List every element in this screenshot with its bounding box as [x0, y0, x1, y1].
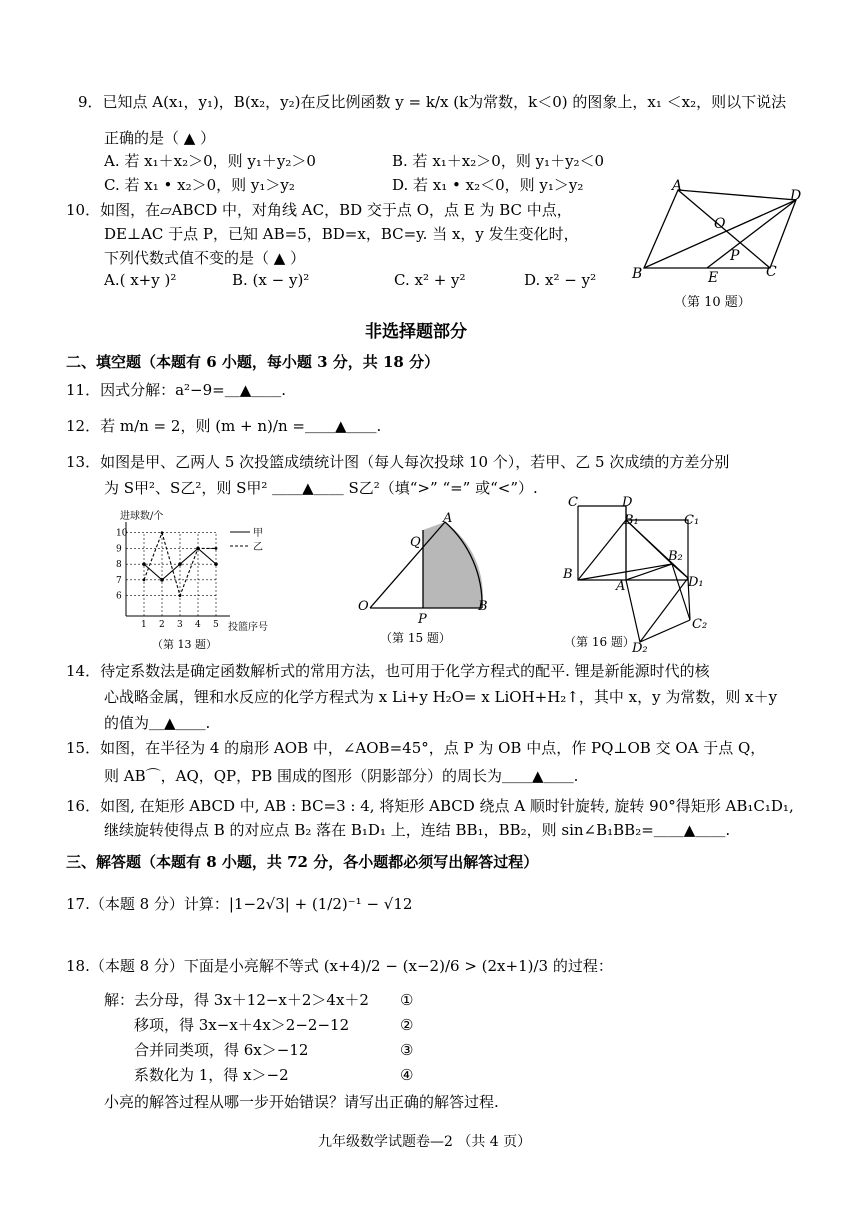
q14-line1: 14．待定系数法是确定函数解析式的常用方法，也可用于化学方程式的配平. 锂是新能源时代的核 [66, 662, 710, 680]
section3-heading: 三、解答题（本题有 8 小题，共 72 分，各小题都必须写出解答过程） [66, 853, 539, 871]
s-point-b-label: B [478, 599, 488, 614]
y-tick-label-7: 7 [116, 575, 122, 586]
point-e-label: E [708, 270, 719, 286]
point-a-label: A [672, 178, 683, 194]
q10-option-d: D. x² − y² [524, 271, 597, 289]
x-tick-label-1: 1 [141, 620, 147, 630]
q10-line1: 10．如图，在▱ABCD 中，对角线 AC，BD 交于点 O，点 E 为 BC 中点， [66, 201, 572, 219]
q16-line2: 继续旋转使得点 B 的对应点 B₂ 落在 B₁D₁ 上，连结 BB₁，BB₂，则 sin∠B₁BB₂=＿＿▲＿＿. [104, 821, 731, 839]
figure13-caption: （第 13 题） [152, 638, 217, 651]
s-point-a-label: A [443, 511, 453, 526]
parallelogram-figure [628, 178, 808, 313]
q10-option-b: B. (x − y)² [232, 271, 310, 289]
chart-y-label: 进球数/个 [120, 511, 164, 522]
point-p-label: P [730, 248, 740, 264]
r-point-b1-label: B₁ [624, 513, 639, 528]
q18-step1-number: ① [400, 991, 414, 1009]
point-d-label: D [790, 188, 802, 204]
chart-legend [230, 527, 263, 553]
r-point-d-label: D [622, 495, 633, 510]
data-point-jia-1 [142, 562, 146, 566]
y-tick-label-6: 6 [116, 591, 122, 602]
q9-option-a: A. 若 x₁＋x₂＞0，则 y₁＋y₂＞0 [104, 152, 316, 170]
q10-option-c: C. x² + y² [394, 271, 466, 289]
data-point-yi-2 [161, 531, 164, 534]
point-b-label: B [632, 266, 643, 282]
section2-heading: 二、填空题（本题有 6 小题，每小题 3 分，共 18 分） [66, 353, 440, 371]
r-point-c2-label: C₂ [692, 617, 708, 632]
figure15-caption: （第 15 题） [380, 631, 451, 645]
r-point-b2-label: B₂ [668, 549, 683, 564]
q9-line2: 正确的是（ ▲ ） [104, 129, 216, 147]
q9-option-c: C. 若 x₁ • x₂＞0，则 y₁＞y₂ [104, 176, 295, 194]
data-point-jia-3 [178, 562, 182, 566]
data-point-jia-5 [214, 562, 218, 566]
r-point-c-label: C [568, 495, 578, 510]
r-point-a-label: A [616, 579, 626, 594]
q13-line2: 为 S甲²、S乙²，则 S甲² ＿＿▲＿＿ S乙²（填“>” “=” 或“<”）. [104, 479, 538, 497]
data-point-yi-4 [197, 547, 200, 550]
x-tick-label-5: 5 [213, 620, 219, 630]
r-point-d1-label: D₁ [688, 575, 704, 590]
q18-step2-number: ② [400, 1016, 414, 1034]
sector-figure [356, 508, 496, 648]
figure10-caption: （第 10 题） [674, 295, 751, 310]
s-point-p-label: P [418, 612, 427, 627]
legend-yi: 乙 [253, 542, 263, 553]
r-point-d2-label: D₂ [632, 641, 648, 656]
data-point-yi-3 [179, 594, 182, 597]
q18-step3: 合并同类项，得 6x＞−12 [134, 1041, 309, 1059]
q13-line1: 13．如图是甲、乙两人 5 次投篮成绩统计图（每人每次投球 10 个），若甲、乙 5 次成绩的方差分别 [66, 453, 730, 471]
s-point-o-label: O [358, 599, 369, 614]
q18-step1: 解：去分母，得 3x＋12−x＋2＞4x＋2 [104, 991, 369, 1009]
shooting-chart [110, 506, 290, 656]
q15-line1: 15．如图，在半径为 4 的扇形 AOB 中，∠AOB=45°，点 P 为 OB 中点，作 PQ⊥OB 交 OA 于点 Q， [66, 739, 766, 757]
q9-option-b: B. 若 x₁＋x₂＞0，则 y₁＋y₂＜0 [392, 152, 605, 170]
chart-x-label: 投篮序号 [228, 622, 268, 633]
q10-option-a: A.( x+y )² [104, 271, 177, 289]
q9-option-d: D. 若 x₁ • x₂＜0，则 y₁＞y₂ [392, 176, 584, 194]
q18-line1: 18.（本题 8 分）下面是小亮解不等式 (x+4)/2 − (x−2)/6 > (2x+1)/3 的过程： [66, 957, 613, 975]
q10-line3: 下列代数式值不变的是（ ▲ ） [104, 249, 306, 267]
legend-jia: 甲 [253, 528, 263, 539]
y-tick-label-10: 10 [116, 528, 128, 539]
x-tick-label-2: 2 [159, 620, 165, 630]
q18-step3-number: ③ [400, 1041, 414, 1059]
figure16-caption: （第 16 题） [564, 635, 635, 649]
s-point-q-label: Q [410, 535, 421, 550]
q11: 11．因式分解：a²−9=＿▲＿＿. [66, 381, 287, 399]
page-footer: 九年级数学试题卷—2 （共 4 页） [318, 1134, 532, 1150]
data-point-yi-1 [143, 578, 146, 581]
shaded-region [423, 522, 483, 608]
q17: 17.（本题 8 分）计算：|1−2√3| + (1/2)⁻¹ − √12 [66, 895, 413, 913]
r-point-b-label: B [563, 567, 573, 582]
q10-line2: DE⊥AC 于点 P，已知 AB=5，BD=x，BC=y. 当 x，y 发生变化时， [104, 225, 579, 243]
x-tick-label-3: 3 [177, 620, 183, 630]
q18-step4: 系数化为 1，得 x＞−2 [134, 1066, 289, 1084]
data-point-jia-2 [160, 578, 164, 582]
q9-line1: 9．已知点 A(x₁，y₁)，B(x₂，y₂)在反比例函数 y = k/x (k为常数，k＜0) 的图象上，x₁ ＜x₂，则以下说法 [78, 93, 787, 111]
rectangle-rotation-figure [560, 494, 730, 656]
q12: 12．若 m/n = 2，则 (m + n)/n =＿＿▲＿＿. [66, 417, 382, 435]
q18-question: 小亮的解答过程从哪一步开始错误？请写出正确的解答过程. [104, 1093, 499, 1111]
q15-line2: 则 AB⌒，AQ，QP，PB 围成的图形（阴影部分）的周长为＿＿▲＿＿. [104, 767, 579, 785]
q14-line2: 心战略金属，锂和水反应的化学方程式为 x Li+y H₂O= x LiOH+H₂↑，其中 x，y 为常数，则 x＋y [104, 688, 778, 706]
section-nonchoice-title: 非选择题部分 [365, 322, 467, 342]
point-o-label: O [714, 216, 726, 232]
point-c-label: C [766, 264, 777, 280]
x-tick-label-4: 4 [195, 620, 201, 630]
data-point-yi-5 [215, 547, 218, 550]
q18-step2: 移项，得 3x−x＋4x＞2−2−12 [134, 1016, 350, 1034]
y-tick-label-9: 9 [116, 544, 122, 555]
q18-step4-number: ④ [400, 1066, 414, 1084]
q14-line3: 的值为＿▲＿＿. [104, 714, 211, 732]
r-point-c1-label: C₁ [684, 513, 700, 528]
y-tick-label-8: 8 [116, 560, 122, 571]
q16-line1: 16．如图, 在矩形 ABCD 中, AB : BC=3 : 4, 将矩形 ABCD 绕点 A 顺时针旋转, 旋转 90°得矩形 AB₁C₁D₁, [66, 797, 794, 815]
